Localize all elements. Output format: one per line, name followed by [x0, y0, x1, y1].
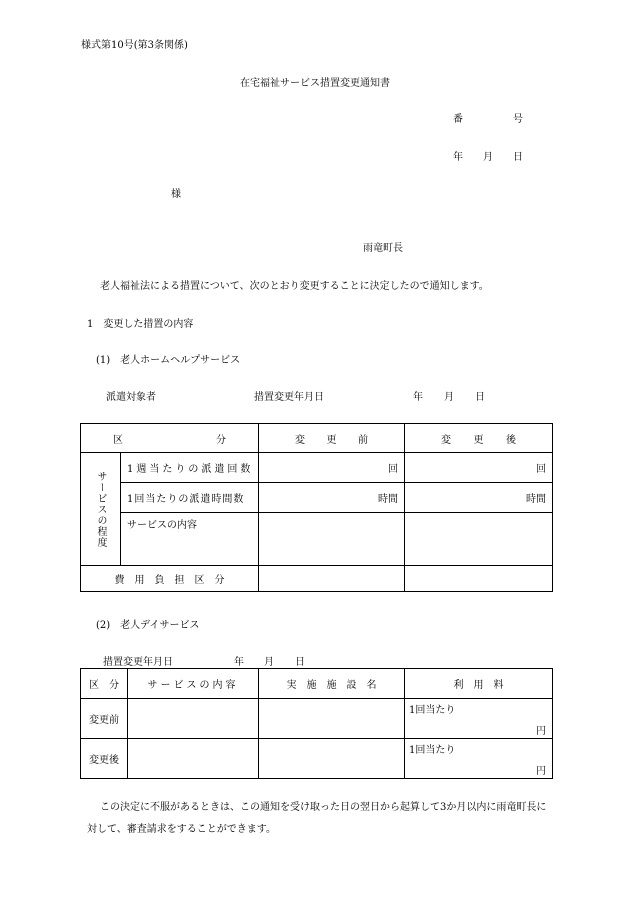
after-value: 時間 — [405, 483, 553, 513]
home-help-heading: (1) 老人ホームヘルプサービス — [96, 355, 241, 366]
intro-text: 老人福祉法による措置について、次のとおり変更することに決定したので通知します。 — [100, 281, 489, 292]
table-row — [81, 566, 553, 592]
home-help-table — [80, 423, 553, 592]
header-service-content: サービスの内容 — [128, 669, 259, 699]
service-content-cell — [128, 739, 259, 779]
row-label: 変更前 — [81, 699, 128, 739]
fee-cell — [405, 699, 553, 739]
header-facility: 実 施 施 設 名 — [259, 669, 405, 699]
form-number: 様式第10号(第3条関係) — [81, 40, 188, 51]
before-value: 回 — [259, 453, 405, 483]
target-label: 派遣対象者 — [106, 392, 156, 403]
facility-cell — [259, 699, 405, 739]
fee-unit: 円 — [536, 726, 546, 737]
row-label: 変更後 — [81, 739, 128, 779]
date-day: 日 — [513, 152, 523, 163]
table-row — [81, 453, 553, 483]
footer-line-2: 対して、審査請求をすることができます。 — [87, 824, 276, 835]
date-year: 年 — [453, 152, 463, 163]
number-label: 番 — [453, 114, 463, 125]
header-before: 変 更 前 — [259, 424, 405, 453]
day-service-heading: (2) 老人デイサービス — [96, 620, 200, 631]
before-value — [259, 513, 405, 566]
fee-prefix: 1回当たり — [409, 745, 456, 756]
header-category: 区 分 — [81, 669, 128, 699]
facility-cell — [259, 739, 405, 779]
change-date-day: 日 — [475, 392, 485, 403]
row-label: 1回当たりの派遣時間数 — [121, 483, 259, 513]
header-after: 変 更 後 — [405, 424, 553, 453]
fee-cell — [405, 739, 553, 779]
category-vertical-cell — [81, 453, 121, 566]
change-date-year: 年 — [413, 392, 423, 403]
row-label: 1週当たりの派遣回数 — [121, 453, 259, 483]
issuer: 雨竜町長 — [363, 243, 403, 254]
service-content-cell — [128, 699, 259, 739]
cost-before — [259, 566, 405, 592]
ds-change-date-year: 年 — [234, 657, 244, 668]
table-row — [81, 513, 553, 566]
after-value — [405, 513, 553, 566]
addressee-suffix: 様 — [171, 189, 181, 200]
day-service-table — [80, 668, 553, 779]
table-row — [81, 483, 553, 513]
number-suffix: 号 — [513, 114, 523, 125]
date-month: 月 — [483, 152, 493, 163]
ds-change-date-day: 日 — [295, 657, 305, 668]
header-fee: 利 用 料 — [405, 669, 553, 699]
table-row — [81, 739, 553, 779]
row-label: サービスの内容 — [121, 513, 259, 566]
table-row — [81, 699, 553, 739]
before-value: 時間 — [259, 483, 405, 513]
change-date-month: 月 — [444, 392, 454, 403]
section-heading: 1 変更した措置の内容 — [87, 319, 194, 330]
footer-line-1: この決定に不服があるときは、この通知を受け取った日の翌日から起算して3か月以内に雨竜町長に — [100, 802, 547, 813]
fee-prefix: 1回当たり — [409, 705, 456, 716]
after-value: 回 — [405, 453, 553, 483]
table-header-row — [81, 424, 553, 453]
cost-after — [405, 566, 553, 592]
ds-change-date-month: 月 — [264, 657, 274, 668]
header-category: 区 分 — [81, 424, 259, 453]
change-date-label: 措置変更年月日 — [254, 392, 324, 403]
table-header-row — [81, 669, 553, 699]
document-title: 在宅福祉サービス措置変更通知書 — [240, 78, 390, 89]
fee-unit: 円 — [536, 766, 546, 777]
category-vertical-label: サービスの程度 — [95, 470, 106, 548]
cost-label: 費 用 負 担 区 分 — [81, 566, 259, 592]
ds-change-date-label: 措置変更年月日 — [103, 657, 173, 668]
